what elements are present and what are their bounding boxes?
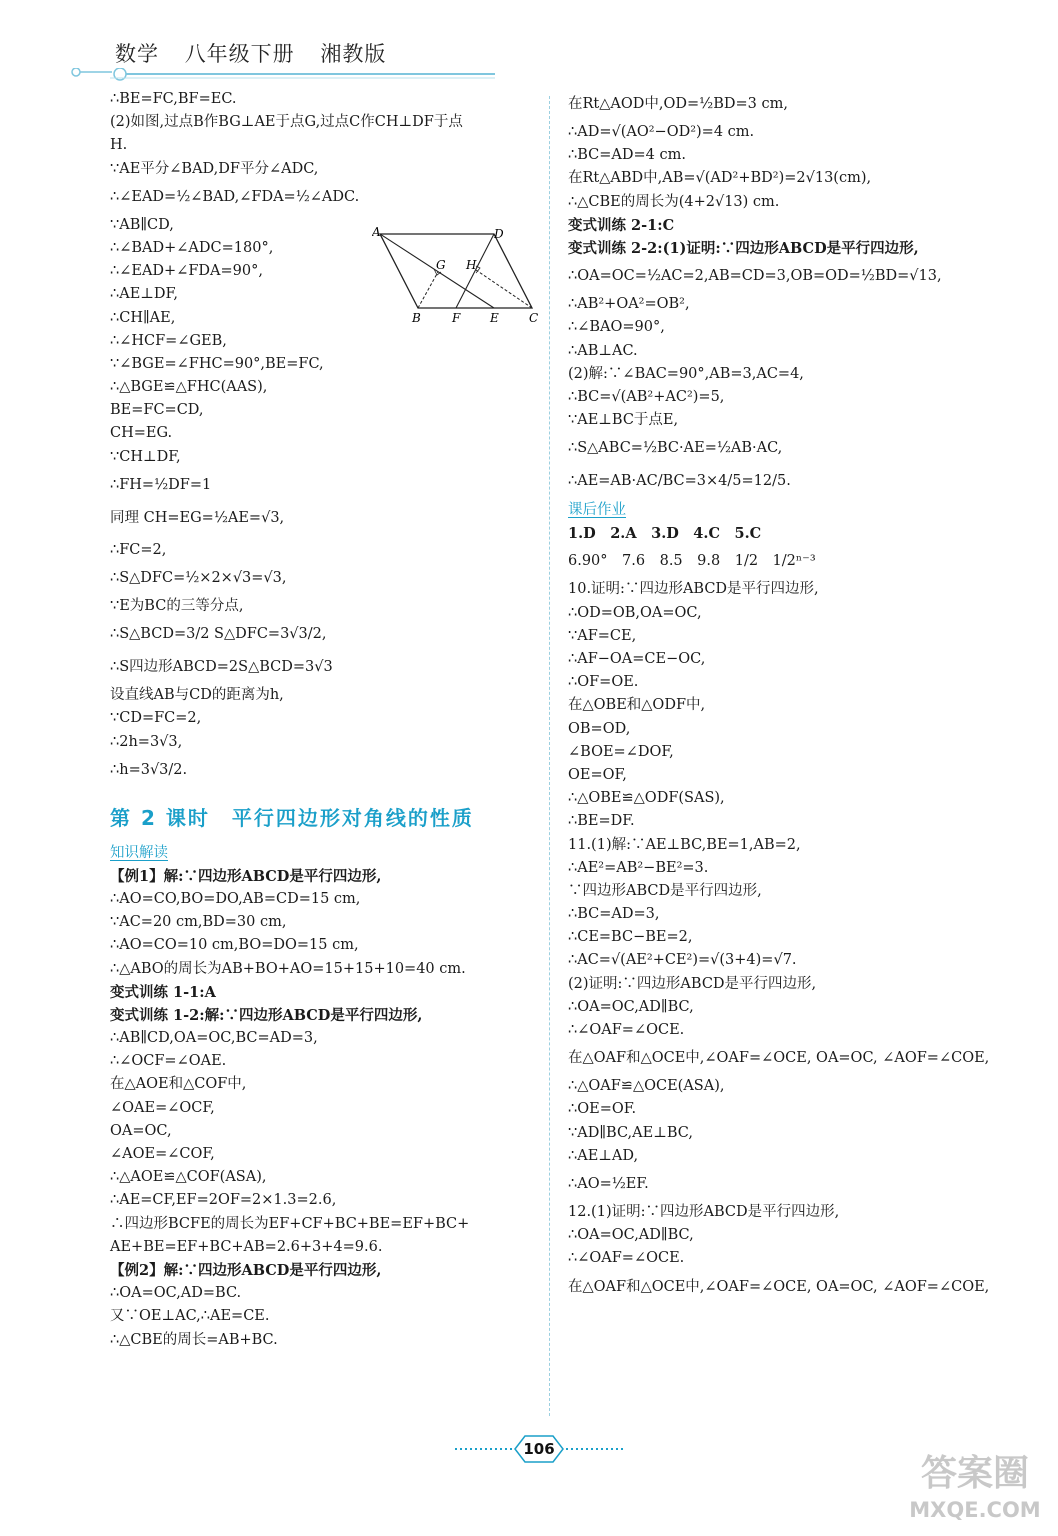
label-e: E <box>490 311 499 325</box>
text-line: ∴AD=√(AO²−OD²)=4 cm. <box>568 124 755 140</box>
header-title <box>115 38 404 68</box>
text-line: ∴OF=OE. <box>568 674 639 691</box>
text-line: ∴BE=DF. <box>568 813 635 830</box>
label-a: A <box>372 226 381 239</box>
segment-bg <box>418 272 438 308</box>
text-line: ∴AE²=AB²−BE²=3. <box>568 859 709 876</box>
label-g: G <box>436 258 446 272</box>
text-line: (2)如图,过点B作BG⊥AE于点G,过点C作CH⊥DF于点 <box>110 114 463 131</box>
watermark-logo: 答案圈 <box>920 1453 1029 1494</box>
header-decoration <box>70 68 510 84</box>
text-line: ∴四边形BCFE的周长为EF+CF+BC+BE=EF+BC+ <box>110 1215 470 1232</box>
text-line: H. <box>110 137 128 154</box>
column-divider <box>549 96 550 1416</box>
text-line: 又∵OE⊥AC,∴AE=CE. <box>110 1308 270 1325</box>
text-line: ∴AE=AB·AC/BC=3×4/5=12/5. <box>568 473 791 490</box>
header-subject: 数学 <box>115 42 159 66</box>
text-line: ∴S△DFC=½×2×√3=√3, <box>110 570 287 586</box>
text-line: ∴OD=OB,OA=OC, <box>568 604 702 621</box>
text-line: ∴OA=OC,AD∥BC, <box>568 998 694 1015</box>
header-grade: 八年级下册 <box>184 42 295 66</box>
text-line: ∠OAE=∠OCF, <box>110 1099 215 1116</box>
text-line: ∴BC=√(AB²+AC²)=5, <box>568 388 725 405</box>
text-line: ∴OA=OC=½AC=2,AB=CD=3,OB=OD=½BD=√13, <box>568 268 942 285</box>
label-d: D <box>494 227 504 241</box>
text-line: ∴AB⊥AC. <box>568 342 638 359</box>
text-line: OA=OC, <box>110 1122 172 1139</box>
text-line: ∠BOE=∠DOF, <box>568 743 674 760</box>
text-line: AE+BE=EF+BC+AB=2.6+3+4=9.6. <box>110 1238 383 1255</box>
text-line: ∵CD=FC=2, <box>110 710 202 727</box>
text-line: 设直线AB与CD的距离为h, <box>110 687 284 704</box>
text-line: ∴CE=BC−BE=2, <box>568 929 693 946</box>
text-line: ∠AOE=∠COF, <box>110 1146 215 1162</box>
text-line: ∴OE=OF. <box>568 1101 637 1118</box>
text-line: ∴AO=CO,BO=DO,AB=CD=15 cm, <box>110 890 361 907</box>
label-h: H <box>466 258 477 272</box>
text-line: ∴AB∥CD,OA=OC,BC=AD=3, <box>110 1030 318 1047</box>
text-line: ∵E为BC的三等分点, <box>110 598 244 614</box>
text-line: ∴AE⊥AD, <box>568 1147 639 1164</box>
page-number: 106 <box>523 1440 555 1458</box>
text-line: ∴∠OAF=∠OCE. <box>568 1022 685 1038</box>
text-line: CH=EG. <box>110 425 173 442</box>
text-line: ∴BC=AD=4 cm. <box>568 147 686 164</box>
text-line: ∴AF−OA=CE−OC, <box>568 651 706 667</box>
watermark <box>905 1452 1045 1532</box>
label-c: C <box>529 311 539 325</box>
text-line: 在Rt△AOD中,OD=½BD=3 cm, <box>568 96 788 112</box>
text-line: 10.证明:∵四边形ABCD是平行四边形, <box>568 581 819 598</box>
text-line: 11.(1)解:∵AE⊥BC,BE=1,AB=2, <box>568 836 801 853</box>
text-line: ∵AC=20 cm,BD=30 cm, <box>110 914 287 931</box>
text-line: (2)证明:∵四边形ABCD是平行四边形, <box>568 975 817 992</box>
text-line: ∴∠BAD+∠ADC=180°, <box>110 239 274 256</box>
text-line: ∴AB²+OA²=OB², <box>568 296 690 313</box>
text-line: ∴∠HCF=∠GEB, <box>110 332 227 349</box>
text-line: ∴FH=½DF=1 <box>110 476 212 493</box>
text-line: ∴△BGE≌△FHC(AAS), <box>110 379 268 396</box>
text-line: 变式训练 1-1:A <box>110 983 216 1001</box>
section-subheading: 知识解读 <box>110 844 168 861</box>
text-line: 【例1】解:∵四边形ABCD是平行四边形, <box>110 867 382 885</box>
text-line: ∴AE⊥DF, <box>110 286 178 303</box>
watermark-url: MXQE.COM <box>909 1498 1041 1522</box>
text-line: ∴AO=½EF. <box>568 1175 649 1192</box>
text-line: ∴h=3√3/2. <box>110 761 188 778</box>
header-edition: 湘教版 <box>320 42 387 66</box>
text-line: ∴AE=CF,EF=2OF=2×1.3=2.6, <box>110 1192 337 1209</box>
text-line: 在Rt△ABD中,AB=√(AD²+BD²)=2√13(cm), <box>568 170 872 187</box>
text-line: 在△OBE和△ODF中, <box>568 697 706 714</box>
text-line: ∴△CBE的周长=AB+BC. <box>110 1331 278 1348</box>
text-line: ∵AB∥CD, <box>110 216 174 233</box>
text-line: ∴∠OCF=∠OAE. <box>110 1053 227 1070</box>
text-line: ∴OA=OC,AD∥BC, <box>568 1227 694 1244</box>
text-line: ∴AC=√(AE²+CE²)=√(3+4)=√7. <box>568 952 797 969</box>
homework-fill-in: 6.90° 7.6 8.5 9.8 1/2 1/2ⁿ⁻³ <box>568 553 816 570</box>
text-line: (2)解:∵∠BAC=90°,AB=3,AC=4, <box>568 365 804 382</box>
text-line: ∴BC=AD=3, <box>568 906 660 923</box>
section-title: 第 2 课时 平行四边形对角线的性质 <box>110 805 474 830</box>
text-line: ∵四边形ABCD是平行四边形, <box>568 882 762 899</box>
text-line: ∵AD∥BC,AE⊥BC, <box>568 1124 693 1141</box>
text-line: ∴S△BCD=3/2 S△DFC=3√3/2, <box>110 626 327 643</box>
text-line: 变式训练 2-1:C <box>568 216 675 234</box>
text-line: BE=FC=CD, <box>110 402 204 419</box>
text-line: ∴2h=3√3, <box>110 733 183 750</box>
text-line: 12.(1)证明:∵四边形ABCD是平行四边形, <box>568 1203 840 1220</box>
text-line: ∴CH∥AE, <box>110 309 176 326</box>
text-line: ∴S四边形ABCD=2S△BCD=3√3 <box>110 659 333 676</box>
parallelogram-outline <box>380 234 532 308</box>
text-line: ∴△OAF≌△OCE(ASA), <box>568 1078 725 1095</box>
text-line: ∴△AOE≌△COF(ASA), <box>110 1169 267 1186</box>
text-line: 在△OAF和△OCE中,∠OAF=∠OCE, OA=OC, ∠AOF=∠COE, <box>568 1278 990 1295</box>
page-header <box>0 0 1058 90</box>
text-line: ∵∠BGE=∠FHC=90°,BE=FC, <box>110 355 324 372</box>
text-line: ∴∠EAD=½∠BAD,∠FDA=½∠ADC. <box>110 188 360 205</box>
text-line: ∴OA=OC,AD=BC. <box>110 1285 242 1302</box>
text-line: ∵AE平分∠BAD,DF平分∠ADC, <box>110 160 319 177</box>
text-line: 同理 CH=EG=½AE=√3, <box>110 509 285 526</box>
homework-multiple-choice: 1.D 2.A 3.D 4.C 5.C <box>568 525 762 543</box>
text-line: ∴△ABO的周长为AB+BO+AO=15+15+10=40 cm. <box>110 960 466 977</box>
right-column <box>568 88 1008 1304</box>
label-b: B <box>412 311 421 325</box>
parallelogram-figure <box>372 226 542 326</box>
text-line: ∵CH⊥DF, <box>110 448 181 465</box>
text-line: ∴BE=FC,BF=EC. <box>110 91 237 107</box>
text-line: ∵AE⊥BC于点E, <box>568 412 679 429</box>
text-line: OE=OF, <box>568 766 627 783</box>
text-line: 变式训练 2-2:(1)证明:∵四边形ABCD是平行四边形, <box>568 239 919 257</box>
text-line: 在△OAF和△OCE中,∠OAF=∠OCE, OA=OC, ∠AOF=∠COE, <box>568 1050 990 1067</box>
text-line: OB=OD, <box>568 720 631 737</box>
text-line: ∴∠OAF=∠OCE. <box>568 1250 685 1267</box>
label-f: F <box>452 311 461 325</box>
text-line: ∴∠BAO=90°, <box>568 319 665 336</box>
text-line: ∴∠EAD+∠FDA=90°, <box>110 263 263 280</box>
text-line: ∴AO=CO=10 cm,BO=DO=15 cm, <box>110 937 359 954</box>
text-line: ∵AF=CE, <box>568 627 637 644</box>
text-line: ∴FC=2, <box>110 541 167 558</box>
text-line: ∴S△ABC=½BC·AE=½AB·AC, <box>568 440 783 457</box>
text-line: 变式训练 1-2:解:∵四边形ABCD是平行四边形, <box>110 1006 423 1024</box>
text-line: 在△AOE和△COF中, <box>110 1076 247 1093</box>
text-line: ∴△CBE的周长为(4+2√13) cm. <box>568 193 780 210</box>
homework-heading: 课后作业 <box>568 502 626 519</box>
text-line: 【例2】解:∵四边形ABCD是平行四边形, <box>110 1261 382 1279</box>
text-line: ∴△OBE≌△ODF(SAS), <box>568 790 725 807</box>
